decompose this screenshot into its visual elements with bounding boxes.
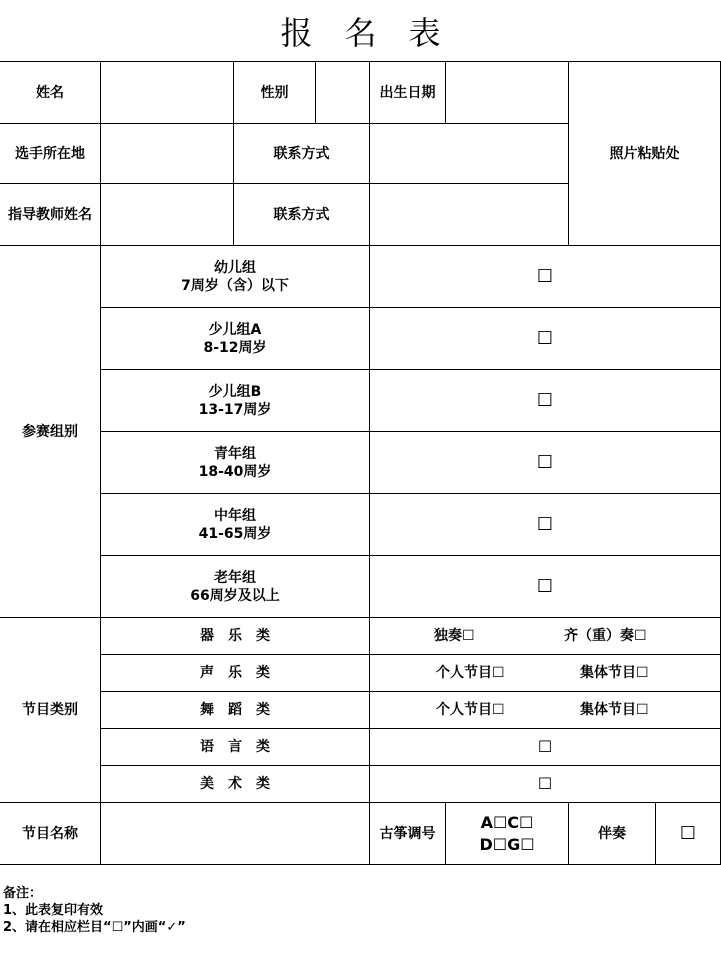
program-type-options [369, 691, 721, 729]
tuning-options[interactable]: A☐C☐ D☐G☐ [445, 802, 569, 865]
birth-date-label: 出生日期 [369, 61, 446, 124]
group-label: 参赛组别 [0, 245, 101, 618]
tuning-label: 古筝调号 [369, 802, 446, 865]
program-type-name: 美 术 类 [100, 765, 370, 803]
teacher-name-label: 指导教师姓名 [0, 183, 101, 246]
program-type-options [369, 654, 721, 692]
program-type-label: 节目类别 [0, 617, 101, 803]
program-name-field[interactable] [100, 802, 370, 865]
birth-date-field[interactable] [445, 61, 569, 124]
group-option: 少儿组B 13-17周岁 [100, 369, 370, 432]
program-type-name: 舞 蹈 类 [100, 691, 370, 729]
location-field[interactable] [100, 123, 234, 184]
name-field[interactable] [100, 61, 234, 124]
group-option: 幼儿组 7周岁（含）以下 [100, 245, 370, 308]
notes [3, 885, 186, 936]
group-checkbox[interactable]: 集体节目☐ [580, 702, 649, 718]
name-label: 姓名 [0, 61, 101, 124]
form-title: 报 名 表 [280, 14, 441, 52]
program-type-name: 器 乐 类 [100, 617, 370, 655]
teacher-name-field[interactable] [100, 183, 234, 246]
gender-label: 性别 [233, 61, 316, 124]
location-label: 选手所在地 [0, 123, 101, 184]
group-option: 老年组 66周岁及以上 [100, 555, 370, 618]
notes-title: 备注： [3, 886, 43, 901]
accompany-label: 伴奏 [568, 802, 656, 865]
ensemble-checkbox[interactable]: 齐（重）奏☐ [564, 628, 647, 644]
group-checkbox[interactable]: 集体节目☐ [580, 665, 649, 681]
group-checkbox[interactable]: ☐ [369, 245, 721, 308]
art-checkbox[interactable]: ☐ [369, 765, 721, 803]
note-2: 2、请在相应栏目“☐”内画“✓” [3, 920, 186, 935]
group-option: 中年组 41-65周岁 [100, 493, 370, 556]
program-name-label: 节目名称 [0, 802, 101, 865]
group-checkbox[interactable]: ☐ [369, 555, 721, 618]
language-checkbox[interactable]: ☐ [369, 728, 721, 766]
teacher-contact-label: 联系方式 [233, 183, 370, 246]
contact-label: 联系方式 [233, 123, 370, 184]
program-type-name: 语 言 类 [100, 728, 370, 766]
individual-checkbox[interactable]: 个人节目☐ [436, 702, 505, 718]
program-type-name: 声 乐 类 [100, 654, 370, 692]
program-type-options [369, 617, 721, 655]
group-checkbox[interactable]: ☐ [369, 307, 721, 370]
teacher-contact-field[interactable] [369, 183, 569, 246]
group-option: 青年组 18-40周岁 [100, 431, 370, 494]
group-checkbox[interactable]: ☐ [369, 431, 721, 494]
gender-field[interactable] [315, 61, 370, 124]
contact-field[interactable] [369, 123, 569, 184]
group-checkbox[interactable]: ☐ [369, 493, 721, 556]
group-checkbox[interactable]: ☐ [369, 369, 721, 432]
individual-checkbox[interactable]: 个人节目☐ [436, 665, 505, 681]
group-option: 少儿组A 8-12周岁 [100, 307, 370, 370]
note-1: 1、此表复印有效 [3, 903, 104, 918]
solo-checkbox[interactable]: 独奏☐ [434, 628, 475, 644]
photo-area[interactable]: 照片粘贴处 [568, 61, 721, 246]
accompany-checkbox[interactable]: ☐ [655, 802, 721, 865]
